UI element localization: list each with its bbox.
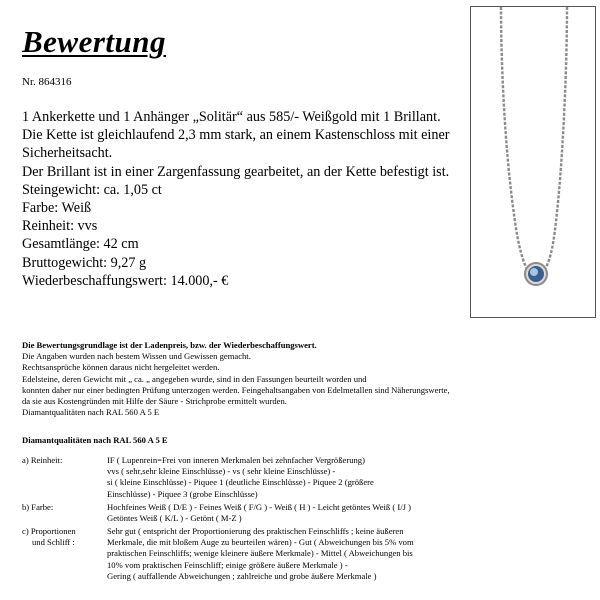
description-line: Die Kette ist gleichlaufend 2,3 mm stark, an einem Kastenschloss mit einer — [22, 127, 450, 144]
basis-heading: Die Bewertungsgrundlage ist der Ladenpreis, bzw. der Wiederbeschaffungswert. — [22, 340, 317, 350]
criterion-line: Einschlüsse) - Piquee 3 (grobe Einschlüsse) — [107, 488, 258, 499]
criterion-line: Sehr gut ( entspricht der Proportionierung des praktischen Feinschliffs ; keine äußeren — [107, 526, 404, 536]
necklace-photo — [470, 6, 596, 318]
description-line: Wiederbeschaffungswert: 14.000,- € — [22, 272, 229, 289]
valuation-basis — [22, 340, 582, 418]
criterion-line: si ( kleine Einschlüsse) - Piquee 1 (deutliche Einschlüsse) - Piquee 2 (größere — [107, 477, 374, 488]
basis-line: Edelsteine, deren Gewicht mit „ ca. „ angegeben wurde, sind in den Fassungen beurteilt worden und — [22, 373, 367, 384]
criterion-line: IF ( Lupenrein=Frei von inneren Merkmalen bei zehnfacher Vergrößerung) — [107, 455, 365, 465]
description-line: Gesamtlänge: 42 cm — [22, 236, 139, 253]
criterion-line: Hochfeines Weiß ( D/E ) - Feines Weiß ( F/G ) - Weiß ( H ) - Leicht getöntes Weiß ( I/J ) — [107, 502, 411, 512]
basis-line: konnten daher nur einer bedingten Prüfung unterzogen werden. Feingehaltsangaben von Edelmetallen sind Näherungswerte, — [22, 384, 450, 395]
criterion-label: und Schliff : — [32, 537, 75, 548]
criterion-line: Gering ( auffallende Abweichungen ; zahlreiche und grobe äußere Merkmale ) — [107, 570, 377, 581]
item-description — [22, 108, 482, 290]
diamond-highlight — [530, 268, 538, 276]
criterion-line: Merkmale, die mit bloßem Auge zu beurteilen wären) - Gut ( Abweichungen bis 5% vom — [107, 537, 414, 548]
criterion-label-cut — [22, 526, 102, 548]
basis-line: Diamantqualitäten nach RAL 560 A 5 E — [22, 407, 160, 418]
chain-right — [545, 7, 567, 269]
criterion-line: vvs ( sehr,sehr kleine Einschlüsse) - vs ( sehr kleine Einschlüsse) - — [107, 466, 336, 477]
criterion-label: a) Reinheit: — [22, 455, 63, 465]
criterion-label: c) Proportionen — [22, 526, 76, 536]
page-title: Bewertung — [22, 24, 167, 59]
description-line: Der Brillant ist in einer Zargenfassung gearbeitet, an der Kette befestigt ist. — [22, 163, 450, 180]
basis-line: da sie aus Kostengründen mit Hilfe der Säure - Strichprobe ermittelt wurden. — [22, 396, 287, 407]
description-line: Farbe: Weiß — [22, 200, 92, 217]
description-line: Steingewicht: ca. 1,05 ct — [22, 181, 162, 198]
criterion-text-cut — [107, 526, 587, 582]
basis-line: Die Angaben wurden nach bestem Wissen und Gewissen gemacht. — [22, 351, 251, 362]
criterion-text-clarity — [107, 455, 587, 500]
criterion-label-color — [22, 502, 102, 513]
criterion-text-color — [107, 502, 587, 524]
diamond-quality-heading: Diamantqualitäten nach RAL 560 A 5 E — [22, 435, 168, 445]
description-line: Bruttogewicht: 9,27 g — [22, 254, 147, 271]
criterion-line: 10% vom praktischen Feinschliff; einige größere äußere Merkmale ) - — [107, 559, 348, 570]
description-line: Sicherheitsacht. — [22, 145, 113, 162]
necklace-image — [471, 7, 595, 317]
item-number: Nr. 864316 — [22, 76, 72, 88]
criterion-line: praktischen Feinschliffs; wenige kleinere äußere Merkmale) - Mittel ( Abweichungen bis — [107, 548, 413, 559]
criterion-label-clarity — [22, 455, 102, 466]
description-line: 1 Ankerkette und 1 Anhänger „Solitär“ aus 585/- Weißgold mit 1 Brillant. — [22, 109, 441, 125]
chain-left — [501, 7, 527, 269]
description-line: Reinheit: vvs — [22, 218, 98, 235]
criterion-line: Getöntes Weiß ( K/L ) - Getönt ( M-Z ) — [107, 513, 242, 524]
basis-line: Rechtsansprüche können daraus nicht hergeleitet werden. — [22, 362, 220, 373]
criterion-label: b) Farbe: — [22, 502, 54, 512]
